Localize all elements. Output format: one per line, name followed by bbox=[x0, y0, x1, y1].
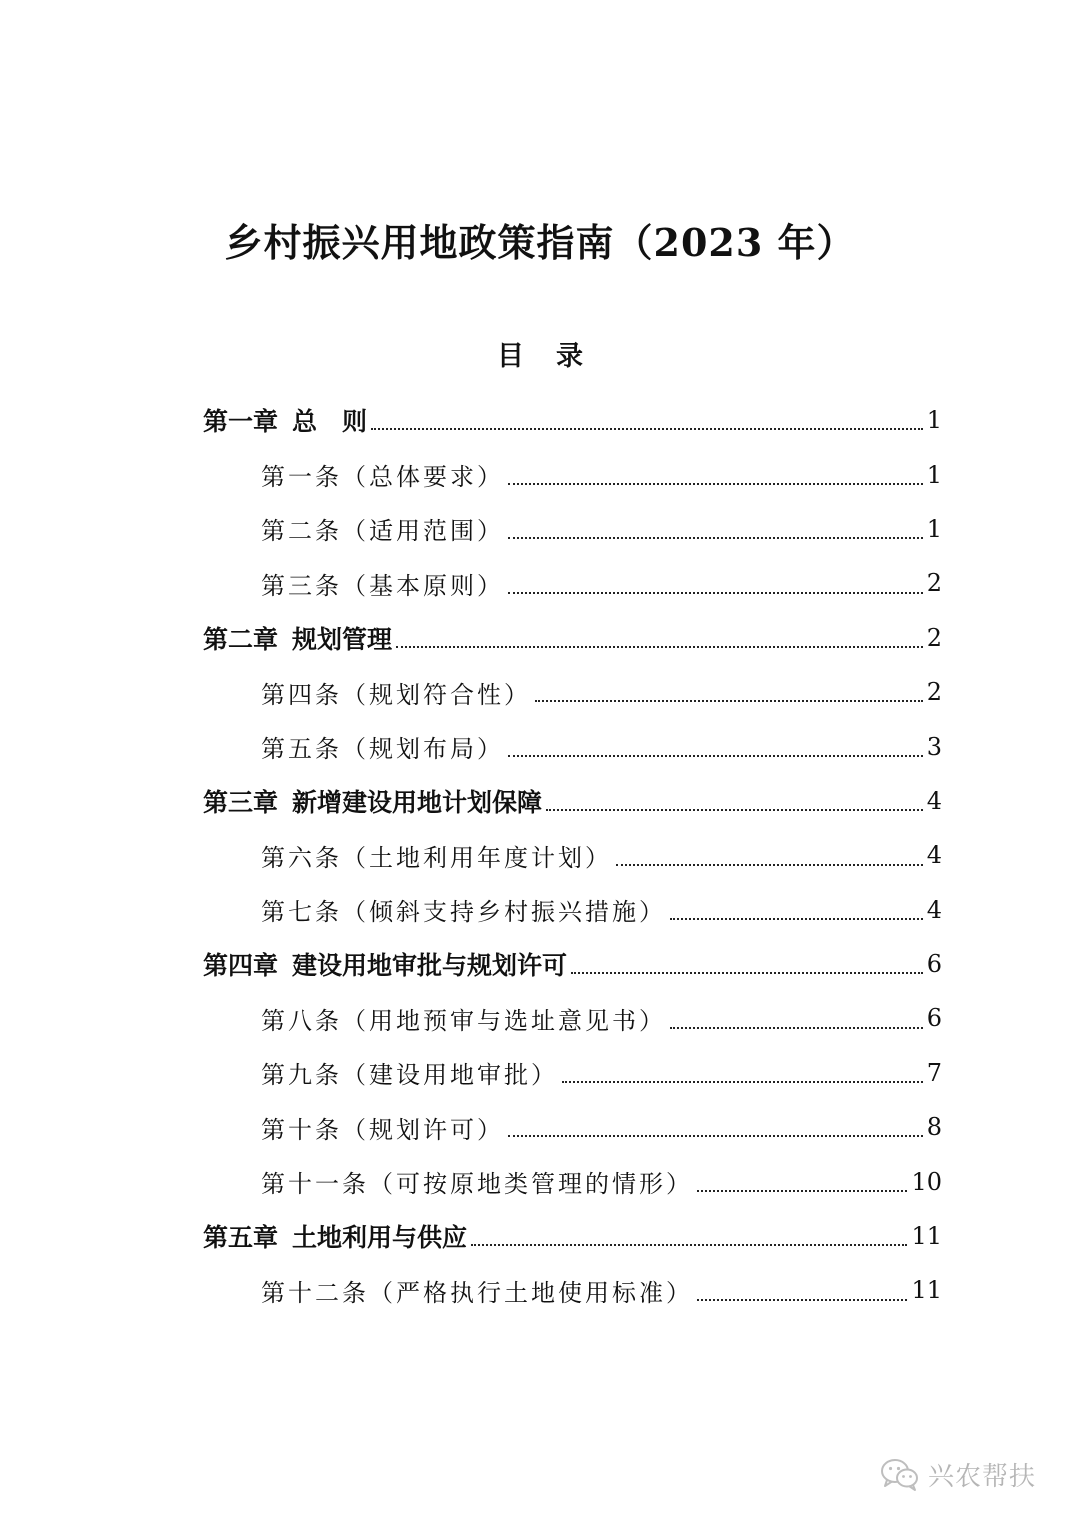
document-title: 乡村振兴用地政策指南（2023 年） bbox=[224, 220, 856, 265]
toc-article-entry bbox=[0, 1100, 1080, 1154]
watermark bbox=[880, 1456, 1036, 1493]
toc-article-entry bbox=[0, 991, 1080, 1045]
toc-chapter-name: 规划管理 bbox=[292, 624, 393, 654]
toc-page-number: 6 bbox=[926, 950, 942, 979]
wechat-icon bbox=[880, 1458, 920, 1492]
toc-article-entry bbox=[0, 1263, 1080, 1317]
dot-leader bbox=[697, 1299, 907, 1301]
toc-chapter-name: 建设用地审批与规划许可 bbox=[292, 951, 568, 981]
toc-article-label: 第六条（土地利用年度计划） bbox=[261, 843, 612, 872]
dot-leader bbox=[396, 646, 923, 648]
toc-article-entry bbox=[0, 883, 1080, 937]
toc-chapter-name: 土地利用与供应 bbox=[292, 1223, 468, 1253]
toc-article-entry bbox=[0, 502, 1080, 556]
toc-heading-char: 目 bbox=[497, 341, 524, 372]
toc-chapter-entry bbox=[0, 774, 1080, 828]
dot-leader bbox=[670, 918, 923, 920]
toc-page-number: 4 bbox=[926, 895, 942, 924]
dot-leader bbox=[670, 1027, 923, 1029]
watermark-text: 兴农帮扶 bbox=[928, 1462, 1037, 1492]
dot-leader bbox=[508, 592, 923, 594]
toc-page-number: 11 bbox=[911, 1222, 942, 1251]
dot-leader bbox=[616, 864, 923, 866]
toc-chapter-label bbox=[203, 1218, 467, 1254]
toc-article-label: 第十条（规划许可） bbox=[261, 1115, 504, 1144]
toc-page-number: 2 bbox=[926, 678, 942, 707]
dot-leader bbox=[508, 755, 923, 757]
toc-article-entry bbox=[0, 719, 1080, 773]
toc-article-entry bbox=[0, 1046, 1080, 1100]
dot-leader bbox=[535, 700, 923, 702]
toc-chapter-name: 新增建设用地计划保障 bbox=[292, 787, 543, 817]
dot-leader bbox=[508, 537, 923, 539]
dot-leader bbox=[697, 1190, 907, 1192]
dot-leader bbox=[546, 809, 923, 811]
dot-leader bbox=[562, 1081, 923, 1083]
dot-leader bbox=[508, 483, 923, 485]
toc-article-label: 第五条（规划布局） bbox=[261, 735, 504, 764]
toc-page-number: 3 bbox=[926, 732, 942, 761]
toc-article-label: 第十二条（严格执行土地使用标准） bbox=[261, 1278, 693, 1307]
toc-article-label: 第八条（用地预审与选址意见书） bbox=[261, 1006, 666, 1035]
toc-article-entry bbox=[0, 556, 1080, 610]
toc-chapter-label bbox=[203, 402, 367, 438]
toc-heading-char: 录 bbox=[556, 341, 583, 372]
toc-article-label: 第二条（适用范围） bbox=[261, 517, 504, 546]
toc-article-entry bbox=[0, 828, 1080, 882]
dot-leader bbox=[471, 1244, 907, 1246]
toc-chapter-label bbox=[203, 946, 567, 982]
toc-chapter-label bbox=[203, 620, 392, 656]
toc-article-entry bbox=[0, 447, 1080, 501]
toc-page-number: 10 bbox=[911, 1167, 942, 1196]
toc-article-label: 第十一条（可按原地类管理的情形） bbox=[261, 1170, 693, 1199]
dot-leader bbox=[571, 972, 923, 974]
toc-page-number: 2 bbox=[926, 569, 942, 598]
toc-article-label: 第一条（总体要求） bbox=[261, 463, 504, 492]
toc-chapter-entry bbox=[0, 611, 1080, 665]
dot-leader bbox=[508, 1135, 923, 1137]
toc-chapter-entry bbox=[0, 393, 1080, 447]
toc-page-number: 1 bbox=[926, 406, 942, 435]
toc-page-number: 2 bbox=[926, 623, 942, 652]
toc-chapter-number: 第五章 bbox=[203, 1223, 279, 1253]
toc-page-number: 6 bbox=[926, 1004, 942, 1033]
toc-article-entry bbox=[0, 665, 1080, 719]
toc-page-number: 4 bbox=[926, 841, 942, 870]
table-of-contents bbox=[0, 393, 1080, 1318]
toc-page-number: 8 bbox=[926, 1113, 942, 1142]
toc-chapter-entry bbox=[0, 937, 1080, 991]
toc-article-label: 第三条（基本原则） bbox=[261, 571, 504, 600]
toc-article-label: 第四条（规划符合性） bbox=[261, 680, 531, 709]
toc-page-number: 1 bbox=[926, 460, 942, 489]
toc-heading bbox=[0, 334, 1080, 373]
toc-chapter-number: 第三章 bbox=[203, 787, 279, 817]
toc-article-entry bbox=[0, 1154, 1080, 1208]
toc-chapter-name: 总 则 bbox=[292, 407, 368, 437]
toc-page-number: 11 bbox=[911, 1276, 942, 1305]
toc-chapter-number: 第四章 bbox=[203, 951, 279, 981]
toc-article-label: 第七条（倾斜支持乡村振兴措施） bbox=[261, 898, 666, 927]
toc-chapter-number: 第一章 bbox=[203, 407, 279, 437]
toc-article-label: 第九条（建设用地审批） bbox=[261, 1061, 558, 1090]
toc-page-number: 7 bbox=[926, 1058, 942, 1087]
dot-leader bbox=[371, 428, 923, 430]
toc-page-number: 1 bbox=[926, 514, 942, 543]
toc-chapter-number: 第二章 bbox=[203, 624, 279, 654]
toc-page-number: 4 bbox=[926, 786, 942, 815]
toc-chapter-entry bbox=[0, 1209, 1080, 1263]
toc-chapter-label bbox=[203, 783, 542, 819]
